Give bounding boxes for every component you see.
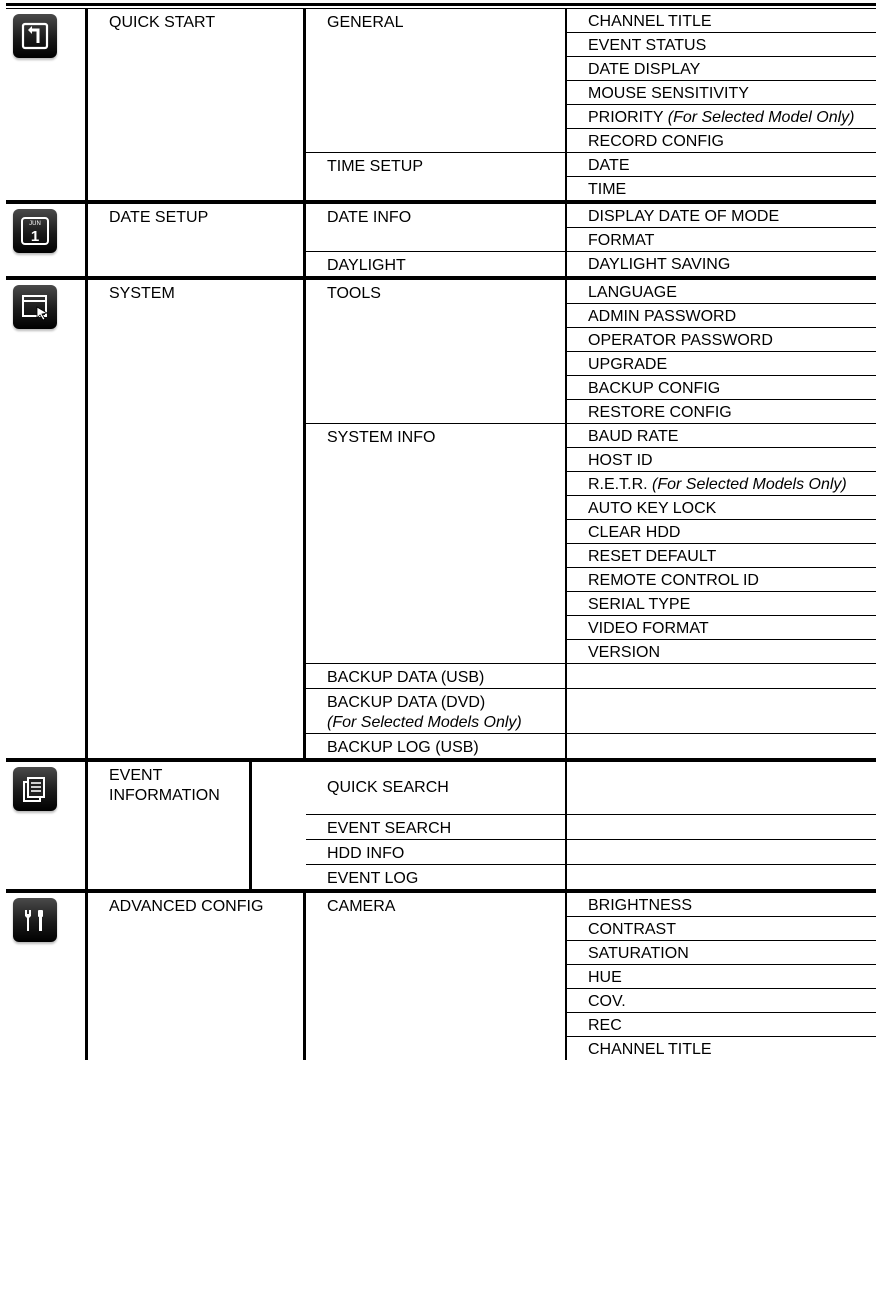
option-label: MOUSE SENSITIVITY [588, 85, 749, 102]
submenu-group-event-log [306, 865, 876, 889]
option-list [567, 689, 876, 733]
option-label: ADMIN PASSWORD [588, 308, 737, 325]
submenu-list [306, 280, 876, 758]
option-list [567, 252, 876, 276]
option-backup-config [567, 376, 876, 400]
submenu-label-note: (For Selected Models Only) [327, 714, 522, 731]
option-priority [567, 105, 876, 129]
calendar-icon-day: 1 [30, 228, 40, 245]
submenu-label-text: SYSTEM INFO [327, 429, 436, 446]
submenu-label [306, 252, 567, 276]
option-list [567, 762, 876, 814]
submenu-group-general [306, 9, 876, 153]
main-menu-label: SYSTEM [88, 280, 306, 758]
empty-option-cell [567, 734, 876, 757]
submenu-label [306, 204, 567, 251]
submenu-list [306, 9, 876, 200]
empty-option-cell [567, 664, 876, 687]
section-icon-cell [6, 204, 88, 276]
option-label: VIDEO FORMAT [588, 620, 709, 637]
option-operator-password [567, 328, 876, 352]
option-label: OPERATOR PASSWORD [588, 332, 773, 349]
submenu-group-backup-data-dvd [306, 689, 876, 734]
option-list [567, 840, 876, 864]
option-host-id [567, 448, 876, 472]
option-video-format [567, 616, 876, 640]
submenu-group-backup-data-usb [306, 664, 876, 689]
option-label: CHANNEL TITLE [588, 13, 712, 30]
submenu-label [306, 893, 567, 1060]
submenu-label [306, 815, 567, 839]
option-label: DAYLIGHT SAVING [588, 256, 731, 273]
option-label: RECORD CONFIG [588, 133, 724, 150]
submenu-list [306, 204, 876, 276]
quick-start-icon [13, 14, 57, 58]
option-channel-title [567, 1037, 876, 1060]
option-label: UPGRADE [588, 356, 668, 373]
menu-section-event-information [6, 762, 876, 893]
option-label: DATE DISPLAY [588, 61, 701, 78]
option-label: COV. [588, 993, 626, 1010]
submenu-label-text: DATE INFO [327, 209, 412, 226]
option-label: TIME [588, 181, 627, 198]
submenu-label [306, 280, 567, 423]
section-icon-cell [6, 9, 88, 200]
submenu-label-text: BACKUP DATA (USB) [327, 669, 485, 686]
submenu-label-text: TIME SETUP [327, 158, 424, 175]
submenu-label [306, 734, 567, 758]
submenu-group-daylight [306, 252, 876, 276]
option-language [567, 280, 876, 304]
option-list [567, 280, 876, 423]
submenu-label [306, 840, 567, 864]
submenu-group-tools [306, 280, 876, 424]
event-documents-icon [13, 767, 57, 811]
submenu-label-text: QUICK SEARCH [327, 779, 449, 796]
submenu-label-text: EVENT LOG [327, 870, 419, 887]
option-label: HUE [588, 969, 622, 986]
option-label: CLEAR HDD [588, 524, 681, 541]
menu-section-quick-start [6, 9, 876, 204]
option-clear-hdd [567, 520, 876, 544]
submenu-label [306, 664, 567, 688]
empty-option-cell [567, 762, 876, 785]
option-event-status [567, 33, 876, 57]
menu-section-advanced-config [6, 893, 876, 1060]
submenu-label [306, 762, 567, 814]
option-serial-type [567, 592, 876, 616]
calendar-icon [13, 209, 57, 253]
option-auto-key-lock [567, 496, 876, 520]
option-version [567, 640, 876, 663]
submenu-label-text: EVENT SEARCH [327, 820, 452, 837]
option-list [567, 9, 876, 152]
option-label: REMOTE CONTROL ID [588, 572, 759, 589]
main-menu-label: DATE SETUP [88, 204, 306, 276]
submenu-group-event-search [306, 815, 876, 840]
option-label: SERIAL TYPE [588, 596, 691, 613]
option-display-date-of-mode [567, 204, 876, 228]
top-border [6, 3, 876, 6]
submenu-label-text: GENERAL [327, 14, 404, 31]
main-menu-label: ADVANCED CONFIG [88, 893, 306, 1060]
empty-option-cell [567, 689, 876, 712]
option-baud-rate [567, 424, 876, 448]
main-menu-label: EVENT INFORMATION [88, 762, 252, 889]
option-label: HOST ID [588, 452, 653, 469]
option-contrast [567, 917, 876, 941]
section-icon-cell [6, 280, 88, 758]
submenu-label [306, 865, 567, 889]
submenu-label [306, 9, 567, 152]
empty-option-cell [567, 815, 876, 838]
empty-option-cell [567, 840, 876, 863]
option-label: BAUD RATE [588, 428, 679, 445]
option-label: DATE [588, 157, 630, 174]
option-r-e-t-r [567, 472, 876, 496]
submenu-label [306, 424, 567, 663]
option-daylight-saving [567, 252, 876, 275]
option-label: R.E.T.R. [588, 476, 648, 493]
option-label: EVENT STATUS [588, 37, 707, 54]
option-list [567, 865, 876, 889]
option-restore-config [567, 400, 876, 423]
submenu-label-text: DAYLIGHT [327, 257, 406, 274]
option-list [567, 815, 876, 839]
section-icon-cell [6, 762, 88, 889]
submenu-group-time-setup [306, 153, 876, 200]
option-brightness [567, 893, 876, 917]
option-list [567, 734, 876, 758]
submenu-label-text: BACKUP DATA (DVD) [327, 694, 486, 711]
submenu-group-camera [306, 893, 876, 1060]
menu-section-system [6, 280, 876, 762]
submenu-list [306, 893, 876, 1060]
empty-option-cell [567, 865, 876, 888]
option-date [567, 153, 876, 177]
submenu-group-date-info [306, 204, 876, 252]
main-menu-label: QUICK START [88, 9, 306, 200]
tools-icon [13, 898, 57, 942]
option-label: SATURATION [588, 945, 689, 962]
option-label: BRIGHTNESS [588, 897, 693, 914]
menu-section-date-setup [6, 204, 876, 280]
option-label: RESTORE CONFIG [588, 404, 732, 421]
option-list [567, 153, 876, 200]
menu-tree-table [6, 9, 876, 1060]
option-label: RESET DEFAULT [588, 548, 717, 565]
option-label: REC [588, 1017, 622, 1034]
option-reset-default [567, 544, 876, 568]
submenu-group-system-info [306, 424, 876, 664]
option-date-display [567, 57, 876, 81]
submenu-label-text: CAMERA [327, 898, 396, 915]
option-list [567, 204, 876, 251]
option-label: CONTRAST [588, 921, 676, 938]
option-record-config [567, 129, 876, 152]
option-label: VERSION [588, 644, 661, 661]
option-label: CHANNEL TITLE [588, 1041, 712, 1058]
option-cov [567, 989, 876, 1013]
submenu-group-hdd-info [306, 840, 876, 865]
option-remote-control-id [567, 568, 876, 592]
option-label: LANGUAGE [588, 284, 677, 301]
option-list [567, 424, 876, 663]
option-label: BACKUP CONFIG [588, 380, 721, 397]
option-mouse-sensitivity [567, 81, 876, 105]
option-list [567, 893, 876, 1060]
option-saturation [567, 941, 876, 965]
option-note: (For Selected Model Only) [667, 109, 855, 126]
option-upgrade [567, 352, 876, 376]
option-label: AUTO KEY LOCK [588, 500, 717, 517]
option-label: FORMAT [588, 232, 655, 249]
submenu-label-text: HDD INFO [327, 845, 405, 862]
submenu-group-quick-search [306, 762, 876, 815]
option-time [567, 177, 876, 200]
option-admin-password [567, 304, 876, 328]
option-label: DISPLAY DATE OF MODE [588, 208, 780, 225]
calendar-icon-month: JUN [29, 221, 41, 227]
submenu-group-backup-log-usb [306, 734, 876, 758]
submenu-label-text: TOOLS [327, 285, 381, 302]
submenu-list [306, 762, 876, 889]
system-window-icon [13, 285, 57, 329]
option-label: PRIORITY [588, 109, 664, 126]
submenu-label [306, 689, 567, 733]
option-hue [567, 965, 876, 989]
option-note: (For Selected Models Only) [652, 476, 847, 493]
submenu-label [306, 153, 567, 200]
option-channel-title [567, 9, 876, 33]
option-format [567, 228, 876, 251]
submenu-label-text: BACKUP LOG (USB) [327, 739, 479, 756]
option-rec [567, 1013, 876, 1037]
option-list [567, 664, 876, 688]
section-icon-cell [6, 893, 88, 1060]
